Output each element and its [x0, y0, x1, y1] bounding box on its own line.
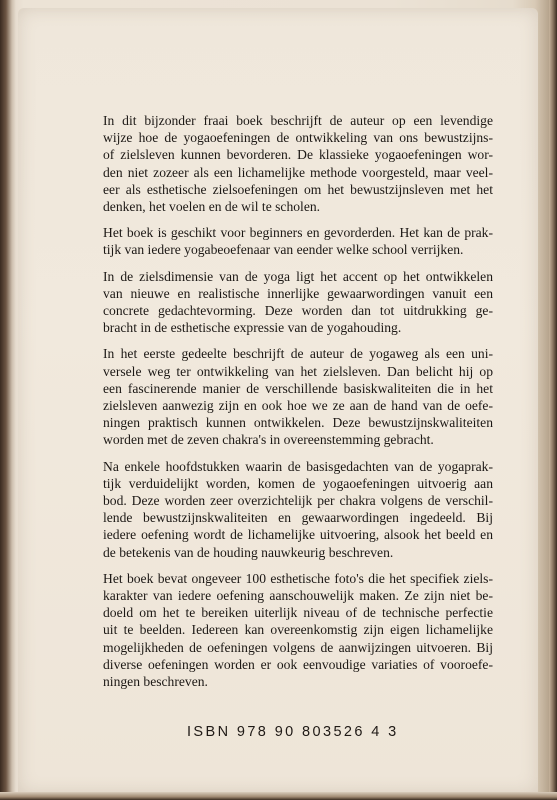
text-line: tijk van iedere yogabeoefenaar van eender welke school verrijken. — [103, 242, 464, 258]
text-line: uit te beelden. Iedereen kan overeenkomstig zijn eigen lichamelijke — [103, 622, 493, 638]
blurb-paragraph-1 — [103, 112, 493, 215]
isbn-number: ISBN 978 90 803526 4 3 — [187, 724, 399, 740]
text-line: een fascinerende manier de verschillende basiskwaliteiten die in het — [103, 380, 493, 396]
text-line: ningen beschreven. — [103, 674, 208, 690]
blurb-paragraph-3 — [103, 268, 493, 337]
text-line: Het boek bevat ongeveer 100 esthetische foto's die het specifiek ziels- — [103, 570, 493, 586]
text-line: ningen praktisch kunnen ontwikkelen. Deze bewustzijnskwaliteiten — [103, 415, 493, 431]
text-line: lende bewustzijnskwaliteiten en gewaarwordingen ingedeeld. Bij — [103, 510, 493, 526]
blurb-paragraph-5 — [103, 458, 493, 561]
text-line: bod. Deze worden zeer overzichtelijk per chakra volgens de verschil- — [103, 493, 493, 509]
text-line: of zielsleven kunnen bevorderen. De klassieke yogaoefeningen wor- — [103, 147, 493, 163]
text-line: van nieuwe en realistische innerlijke gewaarwordingen vanuit een — [103, 285, 493, 301]
blurb-text — [103, 112, 493, 699]
text-line: denken, het voelen en de wil te scholen. — [103, 199, 321, 215]
text-line: bracht in de esthetische expressie van de yogahouding. — [103, 320, 402, 336]
text-line: concrete gedachtevorming. Deze worden dan tot uitdrukking ge- — [103, 303, 493, 319]
blurb-paragraph-4 — [103, 345, 493, 448]
text-line: diverse oefeningen worden er ook eenvoudige variaties of vooroefe- — [103, 656, 493, 672]
text-line: Na enkele hoofdstukken waarin de basisgedachten van de yogaprak- — [103, 458, 493, 474]
text-line: In de zielsdimensie van de yoga ligt het accent op het ontwikkelen — [103, 268, 493, 284]
text-line: doeld om het te bereiken uiterlijk niveau of de technische perfectie — [103, 605, 493, 621]
text-line: In het eerste gedeelte beschrijft de auteur de yogaweg als een uni- — [103, 346, 493, 362]
cover-bottom-edge — [0, 792, 557, 800]
text-line: worden met de zeven chakra's in overeenstemming gebracht. — [103, 432, 434, 448]
text-line: tijk verduidelijkt worden, komen de yogaoefeningen uitvoerig aan — [103, 475, 493, 491]
text-line: den niet zozeer als een lichamelijke methode voorgesteld, maar veel- — [103, 164, 493, 180]
text-line: de betekenis van de houding nauwkeurig beschreven. — [103, 544, 394, 560]
cover-right-edge — [549, 0, 557, 800]
text-line: eer als esthetische zielsoefeningen om het bewustzijnsleven met het — [103, 181, 493, 197]
blurb-paragraph-6 — [103, 570, 493, 690]
text-line: karakter van iedere oefening aanschouwelijk maken. Ze zijn niet be- — [103, 588, 493, 604]
text-line: zielsleven aanwezig zijn en ook hoe we ze aan de hand van de oefe- — [103, 398, 493, 414]
text-line: versele weg ter ontwikkeling van het zielsleven. Dan belicht hij op — [103, 363, 493, 379]
text-line: mogelijkheden de oefeningen volgens de aanwijzingen uitvoeren. Bij — [103, 639, 493, 655]
text-line: In dit bijzonder fraai boek beschrijft de auteur op een levendige — [103, 113, 493, 128]
text-line: wijze hoe de yogaoefeningen de ontwikkeling van ons bewustzijns- — [103, 130, 493, 146]
text-line: Het boek is geschikt voor beginners en gevorderden. Het kan de prak- — [103, 225, 493, 241]
text-line: iedere oefening wordt de lichamelijke uitvoering, alsook het beeld en — [103, 527, 493, 543]
blurb-paragraph-2 — [103, 224, 493, 258]
